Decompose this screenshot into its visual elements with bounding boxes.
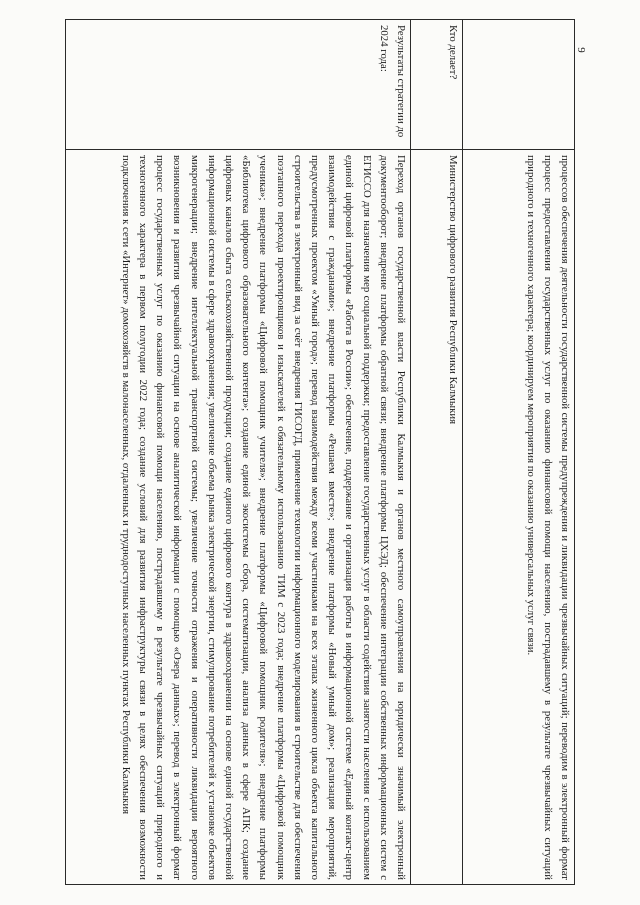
table-row xyxy=(463,20,575,885)
row-label: Кто делает? xyxy=(447,25,459,80)
row-text: Переход органов государственной власти Республики Калмыкия и органов местного самоуправления на юридически значимый электронный документооборот; внедрение платформы обратной связи; внедрение платформы ЦХЭД; обеспечение интеграции собственных информационных систем с ЕГИССО для назначения мер социальной поддержки; предоставление государственных услуг в области содействия занятости населения с использованием единой цифровой платформы «Работа в России»; обеспечение, поддержание и организация работы в информационной системе «Единый контакт-центр взаимодействия с гражданами»; внедрение платформы «Решаем вместе»; внедрение платформы «Новый умный дом»; реализация мероприятий, предусмотренных проектом «Умный город»; перевод взаимодействия между всеми участниками на всех этапах жизненного цикла объекта капитального строительства в электронный вид за счёт внедрения ГИСОГД, применение технологии информационного моделирования в строительстве для обеспечения поэтапного перехода проектировщиков и изыскателей к обязательному использованию ТИМ с 2023 года; внедрение платформы «Цифровой помощник ученика»; внедрение платформы «Цифровой помощник учителя»; внедрение платформы «Цифровой помощник родителя»; внедрение платформы «Библиотека цифрового образовательного контента»; создание единой экосистемы сбора, систематизации, анализа данных в сфере АПК; создание цифровых каналов сбыта сельскохозяйственной продукции; создание единого цифрового контура в здравоохранении на основе единой государственной информационной системы в сфере здравоохранения; увеличение объема рынка электрической энергии, стимулирование потребителей к установке объектов микрогенерации; внедрение интеллектуальной транспортной системы; увеличение точности отражения и оперативности ликвидации вероятного возникновения и развития чрезвычайной ситуации на основе аналитической информации с помощью «Озера данных»; перевод в электронный формат процесс государственных услуг по оказанию финансовой помощи населению, пострадавшему в результате чрезвычайных ситуаций природного и техногенного характера в первом полугодии 2022 года; создание условий для развития инфраструктуры связи в целях обеспечения возможности подключения к сети «Интернет» домохозяйств в малонаселенных, отдаленных и труднодоступных населенных пунктах Республики Калмыкия xyxy=(119,155,407,880)
row-label: Результаты стратегии до 2024 года: xyxy=(377,25,407,138)
row-label-cell xyxy=(463,20,575,150)
strategy-table xyxy=(65,19,575,885)
row-text-cell xyxy=(463,150,575,885)
row-text: процессов обеспечения деятельности государственной системы предупреждения и ликвидации чрезвычайных ситуаций; переводим в электронный формат процесс предоставления государственных услуг по оказанию финансовой помощи населению, пострадавшему в результате чрезвычайных ситуаций природного и техногенного характера; координируем мероприятия по оказанию универсальных услуг связи. xyxy=(524,155,571,880)
row-text-cell xyxy=(411,150,463,885)
row-label-cell xyxy=(66,20,411,150)
page-number: 9 xyxy=(574,47,587,53)
table-row xyxy=(66,20,411,885)
row-text-cell xyxy=(66,150,411,885)
strategy-table-grid xyxy=(65,19,575,885)
row-label-cell xyxy=(411,20,463,150)
row-text: Министерство цифрового развития Республики Калмыкия xyxy=(447,155,459,425)
table-row xyxy=(411,20,463,885)
